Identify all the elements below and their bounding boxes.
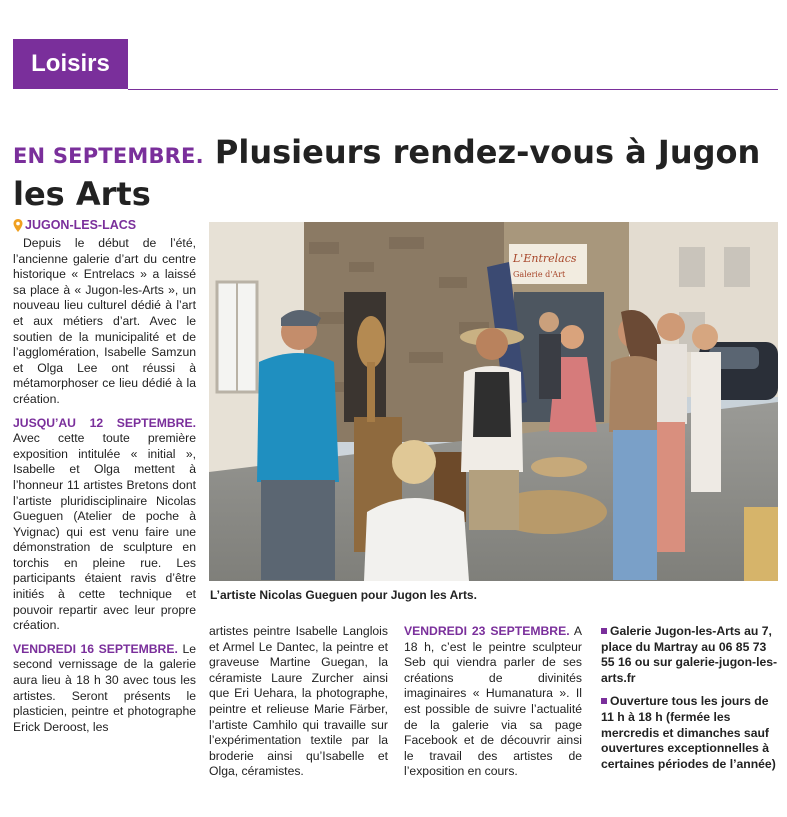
map-pin-icon — [13, 219, 23, 232]
rubric-label: Loisirs — [13, 39, 128, 89]
photo-caption: L’artiste Nicolas Gueguen pour Jugon les Arts. — [210, 588, 477, 602]
shop-sign: L'Entrelacs — [513, 252, 577, 265]
section-1 — [13, 416, 196, 634]
column-3 — [404, 624, 582, 788]
section-2-start — [13, 642, 196, 736]
rubric-rule — [128, 89, 778, 90]
section-2-label: VENDREDI 16 SEPTEMBRE. — [13, 641, 178, 656]
section-2-text-col2: artistes peintre Isabelle Langlois et Armel Le Dantec, la peintre et graveuse Martine Guegan, la céramiste Laure Zurcher ainsi que Eri Uehara, la photographe, peintre et relieuse Marie Färber, l’artiste Camhilo qui travaille sur l’expérimentation textile par la broderie ainsi qu’Isabelle et Olga, céramistes. — [209, 624, 388, 779]
info-opening-text: Ouverture tous les jours de 11 h à 18 h (fermée les mercredis et dimanches sauf ouvertures exceptionnelles à certaines périodes de l’année) — [601, 694, 776, 771]
section-3-text: A 18 h, c’est le peintre sculpteur Seb qui viendra parler de ses créations de divinités imaginaires « Humanatura ». Il est possible de suivre l’actualité de la galerie via sa page Facebook et de découvrir ainsi le travail des artistes de l’exposition en cours. — [404, 624, 582, 779]
info-gallery-text: Galerie Jugon-les-Arts au 7, place du Martray au 06 85 73 55 16 ou sur galerie-jugon-les-arts.fr — [601, 624, 778, 685]
section-2-text-col1: Le second vernissage de la galerie aura lieu à 18 h 30 avec tous les artistes. Seront présents le plasticien, peintre et photographe Erick Deroost, les — [13, 641, 196, 734]
headline-title: Plusieurs rendez-vous à Jugon les Arts — [13, 133, 761, 213]
column-1 — [13, 236, 196, 743]
article-photo — [209, 222, 778, 581]
section-1-text: Avec cette toute première exposition intitulée « initial », Isabelle et Olga mettent à l’honneur 11 artistes Bretons dont l’artiste pluridisciplinaire Nicolas Gueguen (Atelier de poche à Yvignac) qui est venu faire une démonstration de sculpture en torchis en pleine rue. Les participants étaient ravis d’être initiés à cette technique et pouvoir repartir avec leur propre création. — [13, 431, 196, 633]
info-gallery — [601, 624, 779, 686]
info-opening — [601, 694, 779, 772]
section-1-label: JUSQU’AU 12 SEPTEMBRE. — [13, 415, 196, 430]
column-2 — [209, 624, 388, 788]
column-4-infos — [601, 624, 779, 780]
location-line — [13, 218, 136, 232]
intro-paragraph: Depuis le début de l’été, l’ancienne galerie d’art du centre historique « Entrelacs » a laissé sa place à « Jugon-les-Arts », un nouveau lieu culturel dédié à l’art et aux métiers d’art. Avec le soutien de la municipalité et de l’agglomération, Isabelle Samzun et Olga Lee ont réussi à métamorphoser ce lieu dédié à la création. — [13, 236, 196, 406]
shop-sign-sub: Galerie d'Art — [513, 270, 566, 279]
headline — [13, 133, 773, 213]
section-3-label: VENDREDI 23 SEPTEMBRE. — [404, 624, 570, 638]
bullet-square-icon — [601, 628, 607, 634]
bullet-square-icon — [601, 698, 607, 704]
location-text: JUGON-LES-LACS — [25, 218, 137, 232]
headline-kicker: EN SEPTEMBRE. — [13, 144, 204, 168]
street-scene-illustration — [209, 222, 778, 581]
section-3 — [404, 624, 582, 780]
